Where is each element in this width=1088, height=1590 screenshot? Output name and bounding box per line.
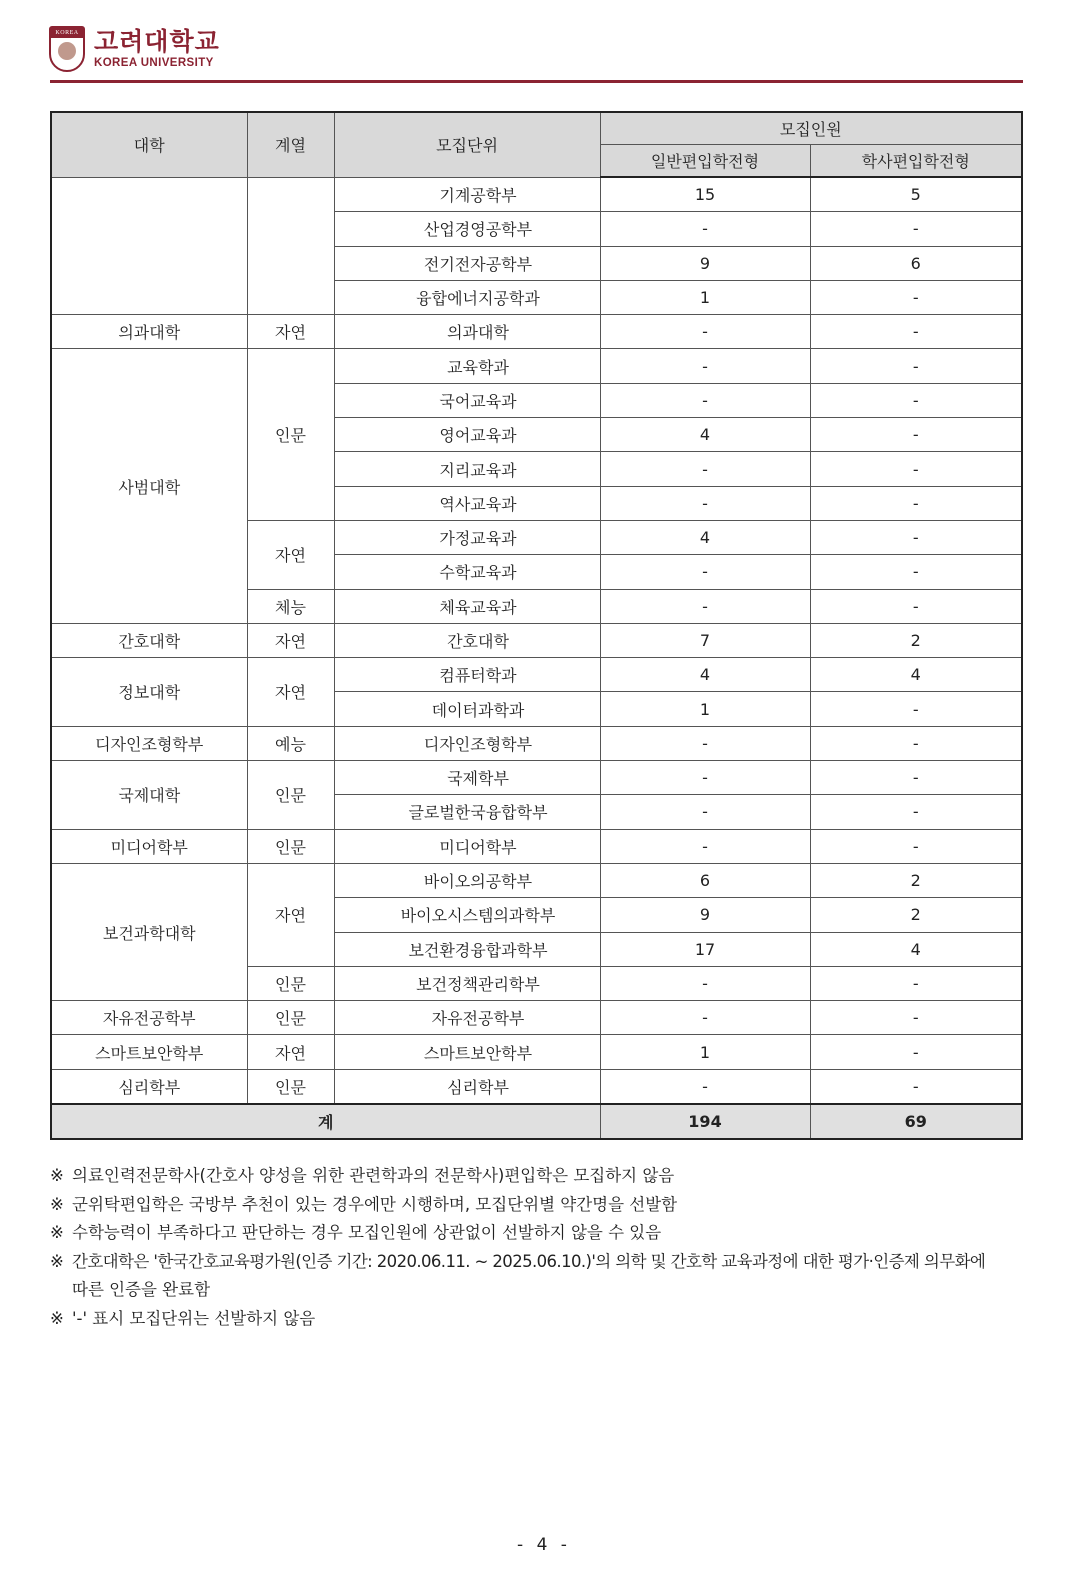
general-quota-cell: - [600,726,810,760]
footnote-text: 수학능력이 부족하다고 판단하는 경우 모집인원에 상관없이 선발하지 않을 수 있음 [72,1223,662,1243]
footnote-text: 따른 인증을 완료함 [72,1280,211,1300]
track-cell: 예능 [247,726,334,760]
footnote [50,1248,1030,1277]
general-quota-cell: - [600,829,810,863]
unit-cell: 산업경영공학부 [334,212,600,246]
general-quota-cell: - [600,966,810,1000]
unit-cell: 수학교육과 [334,555,600,589]
bachelor-quota-cell: - [810,829,1022,863]
unit-cell: 자유전공학부 [334,1001,600,1035]
table-row [51,829,1022,863]
reference-mark-icon: ※ [50,1251,64,1271]
unit-cell: 디자인조형학부 [334,726,600,760]
college-cell [51,177,247,315]
bachelor-quota-cell: - [810,966,1022,1000]
track-cell: 자연 [247,315,334,349]
general-quota-cell: 9 [600,246,810,280]
bachelor-quota-cell: 4 [810,932,1022,966]
college-cell: 미디어학부 [51,829,247,863]
general-quota-cell: 4 [600,658,810,692]
bachelor-quota-cell: 2 [810,623,1022,657]
general-quota-cell: - [600,315,810,349]
bachelor-quota-cell: - [810,520,1022,554]
college-cell: 사범대학 [51,349,247,623]
unit-cell: 바이오의공학부 [334,863,600,897]
bachelor-quota-cell: - [810,1069,1022,1104]
college-cell: 스마트보안학부 [51,1035,247,1069]
general-quota-cell: 1 [600,1035,810,1069]
footnote [50,1162,1030,1191]
general-quota-cell: 1 [600,692,810,726]
general-quota-cell: 4 [600,418,810,452]
tiger-emblem-icon [58,42,76,60]
col-header-college: 대학 [51,112,247,177]
unit-cell: 역사교육과 [334,486,600,520]
college-cell: 디자인조형학부 [51,726,247,760]
total-label: 계 [51,1104,600,1139]
track-cell: 자연 [247,863,334,966]
general-quota-cell: - [600,486,810,520]
bachelor-quota-cell: - [810,589,1022,623]
bachelor-quota-cell: - [810,692,1022,726]
table-row [51,863,1022,897]
bachelor-quota-cell: 2 [810,898,1022,932]
general-quota-cell: 15 [600,177,810,212]
bachelor-quota-cell: 2 [810,863,1022,897]
general-quota-cell: 9 [600,898,810,932]
unit-cell: 미디어학부 [334,829,600,863]
crest-label: KOREA [51,28,83,38]
bachelor-quota-cell: - [810,555,1022,589]
bachelor-quota-cell: - [810,726,1022,760]
bachelor-quota-cell: - [810,383,1022,417]
bachelor-quota-cell: - [810,315,1022,349]
footnotes [50,1162,1030,1334]
college-cell: 국제대학 [51,761,247,830]
header-divider [50,80,1023,83]
college-cell: 보건과학대학 [51,863,247,1000]
bachelor-quota-cell: - [810,1001,1022,1035]
footnote-text: 의료인력전문학사(간호사 양성을 위한 관련학과의 전문학사)편입학은 모집하지 않음 [72,1166,675,1185]
unit-cell: 컴퓨터학과 [334,658,600,692]
college-cell: 자유전공학부 [51,1001,247,1035]
table-row [51,315,1022,349]
unit-cell: 보건정책관리학부 [334,966,600,1000]
college-cell: 간호대학 [51,623,247,657]
table-row [51,658,1022,692]
bachelor-quota-cell: 4 [810,658,1022,692]
reference-mark-icon: ※ [50,1223,64,1243]
track-cell: 인문 [247,349,334,520]
bachelor-quota-cell: - [810,452,1022,486]
bachelor-quota-cell: - [810,418,1022,452]
footnote-text: '-' 표시 모집단위는 선발하지 않음 [72,1308,316,1328]
table-row [51,349,1022,383]
track-cell: 인문 [247,1001,334,1035]
track-cell: 자연 [247,623,334,657]
unit-cell: 데이터과학과 [334,692,600,726]
table-row [51,1035,1022,1069]
university-logo [49,26,220,72]
table-row [51,761,1022,795]
college-cell: 의과대학 [51,315,247,349]
track-cell [247,177,334,315]
footnote [50,1219,1030,1248]
general-quota-cell: - [600,795,810,829]
footnote-text: 군위탁편입학은 국방부 추천이 있는 경우에만 시행하며, 모집단위별 약간명을 선발함 [72,1194,678,1214]
general-quota-cell: 17 [600,932,810,966]
unit-cell: 국어교육과 [334,383,600,417]
bachelor-quota-cell: - [810,349,1022,383]
unit-cell: 글로벌한국융합학부 [334,795,600,829]
table-row [51,623,1022,657]
footnote [50,1305,1030,1334]
track-cell: 자연 [247,658,334,727]
general-quota-cell: - [600,349,810,383]
unit-cell: 융합에너지공학과 [334,280,600,314]
bachelor-quota-cell: - [810,795,1022,829]
crest-icon [49,26,85,72]
general-quota-cell: 4 [600,520,810,554]
general-quota-cell: - [600,1001,810,1035]
table-row [51,1069,1022,1104]
unit-cell: 영어교육과 [334,418,600,452]
bachelor-quota-cell: 5 [810,177,1022,212]
table-row [51,726,1022,760]
track-cell: 자연 [247,1035,334,1069]
col-header-bachelor: 학사편입학전형 [810,145,1022,178]
college-cell: 정보대학 [51,658,247,727]
unit-cell: 교육학과 [334,349,600,383]
logo-english-name: KOREA UNIVERSITY [94,57,214,69]
table-row [51,177,1022,212]
general-quota-cell: - [600,589,810,623]
track-cell: 체능 [247,589,334,623]
total-row [51,1104,1022,1139]
general-quota-cell: - [600,555,810,589]
general-quota-cell: - [600,212,810,246]
reference-mark-icon: ※ [50,1308,64,1328]
footnote [50,1191,1030,1220]
col-header-quota: 모집인원 [600,112,1022,145]
track-cell: 인문 [247,1069,334,1104]
unit-cell: 체육교육과 [334,589,600,623]
general-quota-cell: 1 [600,280,810,314]
general-quota-cell: - [600,452,810,486]
col-header-track: 계열 [247,112,334,177]
total-general: 194 [600,1104,810,1139]
table-row [51,1001,1022,1035]
footnote-text: 간호대학은 '한국간호교육평가원(인증 기간: 2020.06.11. ~ 2025.06.10.)'의 의학 및 간호학 교육과정에 대한 평가·인증제 의무화에 [72,1251,986,1271]
total-bachelor: 69 [810,1104,1022,1139]
track-cell: 인문 [247,829,334,863]
unit-cell: 가정교육과 [334,520,600,554]
general-quota-cell: - [600,1069,810,1104]
general-quota-cell: 7 [600,623,810,657]
page-number: - 4 - [517,1535,571,1555]
unit-cell: 스마트보안학부 [334,1035,600,1069]
bachelor-quota-cell: - [810,280,1022,314]
footnote-continuation [50,1276,1030,1305]
col-header-unit: 모집단위 [334,112,600,177]
unit-cell: 의과대학 [334,315,600,349]
unit-cell: 보건환경융합과학부 [334,932,600,966]
unit-cell: 국제학부 [334,761,600,795]
unit-cell: 바이오시스템의과학부 [334,898,600,932]
general-quota-cell: - [600,383,810,417]
unit-cell: 간호대학 [334,623,600,657]
unit-cell: 기계공학부 [334,177,600,212]
col-header-general: 일반편입학전형 [600,145,810,178]
general-quota-cell: - [600,761,810,795]
unit-cell: 지리교육과 [334,452,600,486]
reference-mark-icon: ※ [50,1194,64,1214]
bachelor-quota-cell: - [810,761,1022,795]
reference-mark-icon: ※ [50,1166,64,1185]
college-cell: 심리학부 [51,1069,247,1104]
unit-cell: 심리학부 [334,1069,600,1104]
bachelor-quota-cell: - [810,1035,1022,1069]
bachelor-quota-cell: 6 [810,246,1022,280]
unit-cell: 전기전자공학부 [334,246,600,280]
general-quota-cell: 6 [600,863,810,897]
bachelor-quota-cell: - [810,486,1022,520]
track-cell: 자연 [247,520,334,589]
admission-quota-table [50,111,1023,1140]
bachelor-quota-cell: - [810,212,1022,246]
track-cell: 인문 [247,966,334,1000]
track-cell: 인문 [247,761,334,830]
logo-korean-name: 고려대학교 [94,27,220,56]
